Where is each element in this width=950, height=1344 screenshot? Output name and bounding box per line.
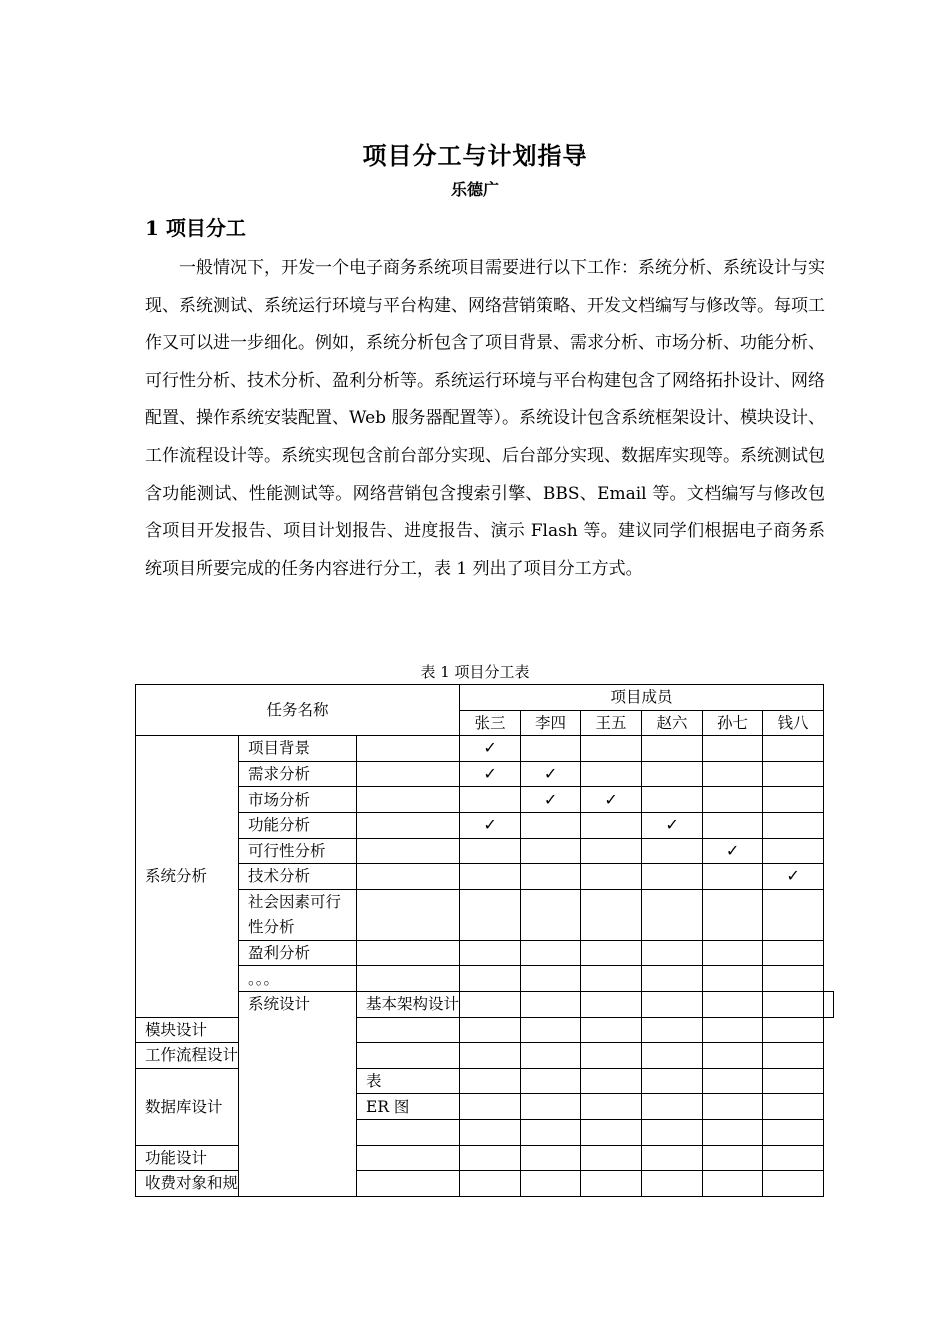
check-mark: ✓: [460, 812, 521, 838]
table-row: [136, 889, 834, 940]
section-heading: 1 项目分工: [145, 216, 246, 240]
task-name: 功能设计: [136, 1145, 239, 1171]
table-row: [136, 761, 834, 787]
task-name: 需求分析: [239, 761, 357, 787]
check-mark: ✓: [581, 787, 642, 813]
group-system-design: 系统设计: [239, 991, 357, 1196]
task-name: 模块设计: [136, 1017, 239, 1043]
table-row: [136, 940, 834, 966]
table-row: [136, 966, 834, 992]
member-name: 李四: [521, 710, 581, 736]
task-name: 社会因素可行性分析: [239, 889, 357, 940]
task-name: 市场分析: [239, 787, 357, 813]
header-members: 项目成员: [460, 685, 824, 711]
table-row: [136, 838, 834, 864]
task-name: 功能分析: [239, 812, 357, 838]
task-name: 收费对象和规: [136, 1171, 239, 1197]
table-row: [136, 787, 834, 813]
task-assignment-table: [135, 684, 834, 1197]
header-task-name: 任务名称: [136, 685, 460, 736]
check-mark: ✓: [460, 761, 521, 787]
check-mark: ✓: [763, 864, 824, 890]
empty-cell: [357, 736, 460, 762]
task-name: 数据库设计: [136, 1068, 239, 1145]
task-name: 技术分析: [239, 864, 357, 890]
table-row: [136, 736, 834, 762]
check-mark: ✓: [642, 812, 703, 838]
task-name: 盈利分析: [239, 940, 357, 966]
group-system-analysis: 系统分析: [136, 736, 239, 1017]
task-name: 基本架构设计: [357, 991, 460, 1017]
member-name: 张三: [460, 710, 521, 736]
task-name: 可行性分析: [239, 838, 357, 864]
check-mark: ✓: [521, 761, 581, 787]
task-name: 工作流程设计: [136, 1043, 239, 1069]
task-name: 。。。: [239, 966, 357, 992]
check-mark: ✓: [703, 838, 763, 864]
table-row: [136, 864, 834, 890]
table-row: [136, 991, 834, 1017]
member-name: 钱八: [763, 710, 824, 736]
check-mark: ✓: [460, 736, 521, 762]
subtask-name: 表: [357, 1068, 460, 1094]
member-name: 王五: [581, 710, 642, 736]
member-name: 赵六: [642, 710, 703, 736]
document-title: 项目分工与计划指导: [362, 141, 588, 170]
table-row: [136, 812, 834, 838]
document-author: 乐德广: [450, 180, 499, 199]
table-caption: 表 1 项目分工表: [420, 663, 530, 681]
subtask-name: ER 图: [357, 1094, 460, 1120]
task-name: 项目背景: [239, 736, 357, 762]
check-mark: ✓: [521, 787, 581, 813]
subtask-name: [357, 1119, 460, 1145]
body-paragraph: 一般情况下，开发一个电子商务系统项目需要进行以下工作：系统分析、系统设计与实现、系统测试、系统运行环境与平台构建、网络营销策略、开发文档编写与修改等。每项工作又可以进一步细化。例如，系统分析包含了项目背景、需求分析、市场分析、功能分析、可行性分析、技术分析、盈利分析等。系统运行环境与平台构建包含了网络拓扑设计、网络配置、操作系统安装配置、Web 服务器配置等）。系统设计包含系统框架设计、模块设计、工作流程设计等。系统实现包含前台部分实现、后台部分实现、数据库实现等。系统测试包含功能测试、性能测试等。网络营销包含搜索引擎、BBS、Email 等。文档编写与修改包含项目开发报告、项目计划报告、进度报告、演示 Flash 等。建议同学们根据电子商务系统项目所要完成的任务内容进行分工，表 1 列出了项目分工方式。: [145, 258, 825, 579]
member-name: 孙七: [703, 710, 763, 736]
